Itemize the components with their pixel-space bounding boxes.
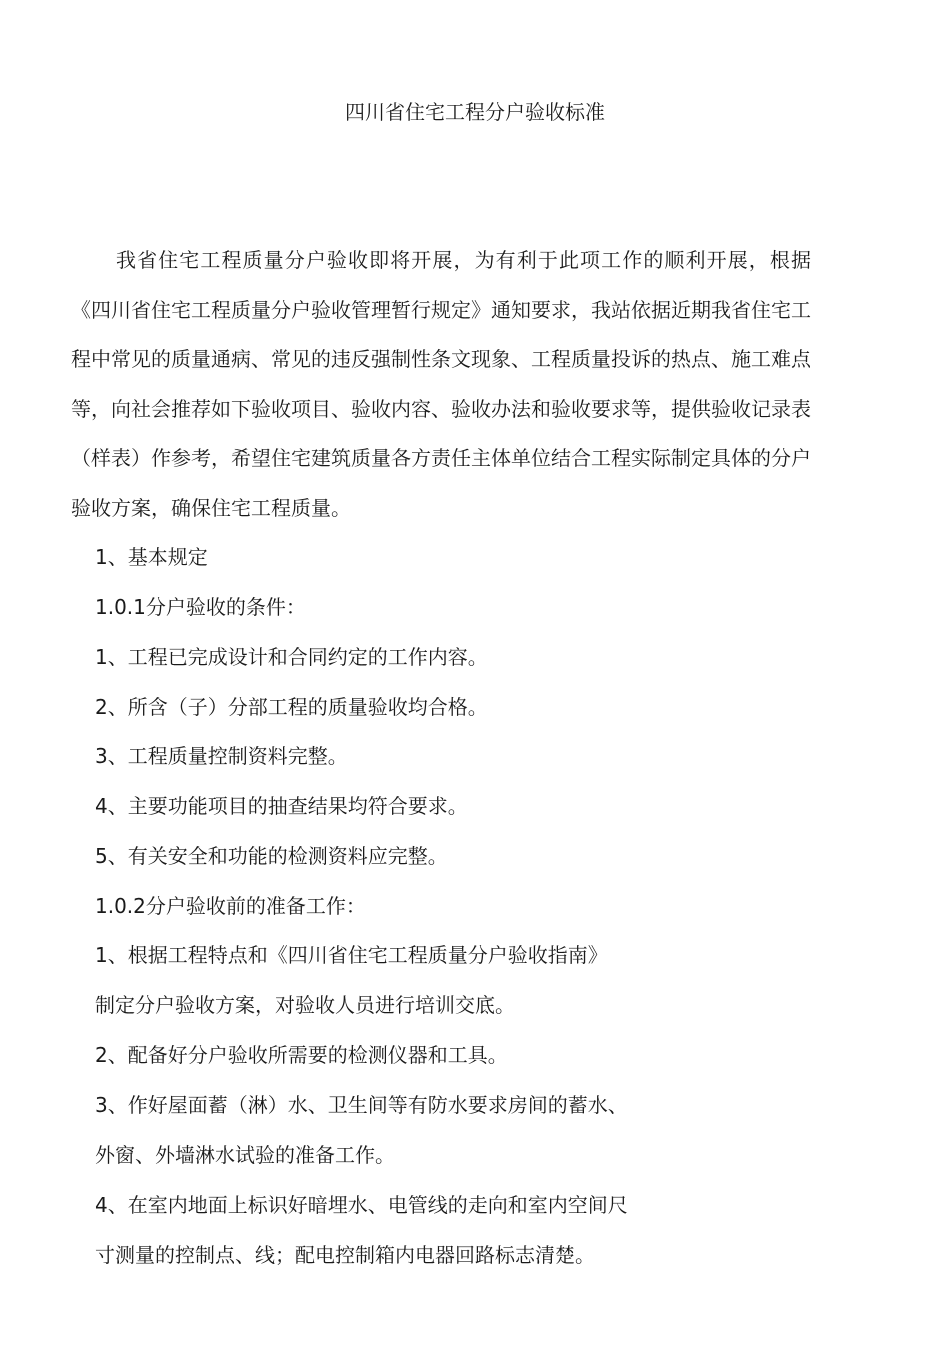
condition-item-3: 3、工程质量控制资料完整。	[95, 744, 348, 768]
condition-item-5: 5、有关安全和功能的检测资料应完整。	[95, 844, 448, 868]
preparation-item-2: 2、配备好分户验收所需要的检测仪器和工具。	[95, 1043, 508, 1067]
intro-paragraph: 我省住宅工程质量分户验收即将开展，为有利于此项工作的顺利开展，根据《四川省住宅工程质量分户验收管理暂行规定》通知要求，我站依据近期我省住宅工程中常见的质量通病、常见的违反强制性条文现象、工程质量投诉的热点、施工难点等，向社会推荐如下验收项目、验收内容、验收办法和验收要求等，提供验收记录表（样表）作参考，希望住宅建筑质量各方责任主体单位结合工程实际制定具体的分户验收方案，确保住宅工程质量。	[71, 248, 811, 520]
page-title: 四川省住宅工程分户验收标准	[345, 100, 605, 124]
subsection-heading-preparation: 1.0.2分户验收前的准备工作：	[95, 894, 366, 918]
condition-item-1: 1、工程已完成设计和合同约定的工作内容。	[95, 645, 488, 669]
condition-item-2: 2、所含（子）分部工程的质量验收均合格。	[95, 695, 488, 719]
condition-item-4: 4、主要功能项目的抽查结果均符合要求。	[95, 794, 468, 818]
subsection-heading-conditions: 1.0.1分户验收的条件：	[95, 595, 306, 619]
preparation-item-4-line-2: 寸测量的控制点、线；配电控制箱内电器回路标志清楚。	[95, 1243, 595, 1267]
preparation-item-3-line-2: 外窗、外墙淋水试验的准备工作。	[95, 1143, 395, 1167]
preparation-item-3-line-1: 3、作好屋面蓄（淋）水、卫生间等有防水要求房间的蓄水、	[95, 1093, 628, 1117]
preparation-item-1-line-2: 制定分户验收方案，对验收人员进行培训交底。	[95, 993, 515, 1017]
preparation-item-1-line-1: 1、根据工程特点和《四川省住宅工程质量分户验收指南》	[95, 943, 608, 967]
section-heading-basic-rules: 1、基本规定	[95, 545, 208, 569]
preparation-item-4-line-1: 4、在室内地面上标识好暗埋水、电管线的走向和室内空间尺	[95, 1193, 628, 1217]
